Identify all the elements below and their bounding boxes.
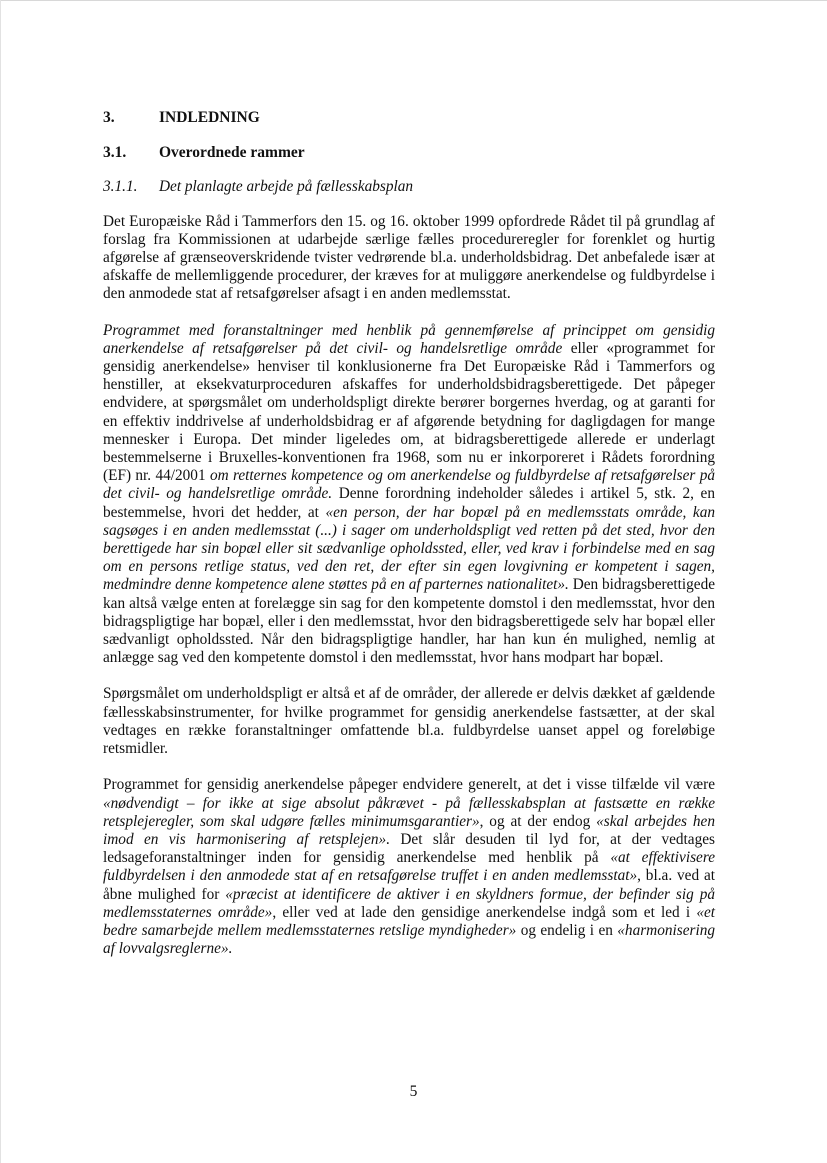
italic-text-run: «nødvendigt – for ikke at sige absolut påkrævet - på fællesskabsplan at fastsætte en række retsplejeregler, som skal udgøre fælles minimumsgarantier» bbox=[103, 794, 715, 830]
page-number: 5 bbox=[409, 1083, 418, 1100]
italic-text-run: «at effektivisere fuldbyrdelsen i den anmodede stat af en retsafgørelse truffet i en anden medlemsstat» bbox=[103, 849, 715, 885]
section-heading bbox=[103, 109, 715, 127]
body-text bbox=[103, 213, 715, 959]
text-run: og endelig i en bbox=[516, 921, 618, 939]
page-content bbox=[103, 109, 715, 976]
paragraph bbox=[103, 322, 715, 668]
paragraph bbox=[103, 685, 715, 758]
italic-text-run: «harmonisering af lovvalgsreglerne». bbox=[103, 921, 715, 958]
italic-text-run: «præcist at identificere de aktiver i en skyldners formue, der befinder sig på medlemsstaternes område» bbox=[103, 885, 715, 921]
text-run: , bl.a. ved at åbne mulighed for bbox=[103, 867, 715, 903]
text-run: Det Europæiske Råd i Tammerfors den 15. og 16. oktober 1999 opfordrede Rådet til på grundlag af forslag fra Kommissionen at udarbejde særlige fælles procedureregler for forenklet og hurtig afgørelse af grænseoverskridende tvister vedrørende bl.a. underholdsbidrag. Det anbefalede især at afskaffe de mellemliggende procedurer, der kræves for at muliggøre anerkendelse og fuldbyrdelse i den anmodede stat af retsafgørelser afsagt i en anden medlemsstat. bbox=[103, 212, 715, 303]
text-run: Spørgsmålet om underholdspligt er altså et af de områder, der allerede er delvis dækket af gældende fællesskabsinstrumenter, for hvilke programmet for gensidig anerkendelse fastsætter, at der skal vedtages en række foranstaltninger omfattende bl.a. fuldbyrdelse uanset appel og foreløbige retsmidler. bbox=[103, 685, 715, 758]
paragraph bbox=[103, 213, 715, 304]
text-run: Den bidragsberettigede kan altså vælge enten at forelægge sin sag for den kompetente domstol i den medlemsstat, hvor den bidragspligtige har bopæl, eller i den medlemsstat, hvor den bidragsberettigede selv har bopæl eller sædvanligt opholdssted. Når den bidragspligtige handler, har han kun én mulighed, nemlig at anlægge sag ved den kompetente domstol i den medlemsstat, hvor hans modpart har bopæl. bbox=[103, 576, 716, 667]
subsubsection-title: Det planlagte arbejde på fællesskabsplan bbox=[159, 178, 414, 196]
italic-text-run: «skal arbejdes hen imod en vis harmonisering af retsplejen». bbox=[103, 812, 715, 848]
scan-edge-left bbox=[0, 0, 1, 1163]
italic-text-run: «en person, der har bopæl på en medlemsstats område, kan sagsøges i en anden medlemsstat (...) i sager om underholdspligt ved retten på det sted, hvor den berettigede har sin bopæl eller sit sædvanlige opholdssted, eller, ved krav i forbindelse med en sag om en persons retlige status, ved den ret, der efter sin egen lovgivning er kompetent i sagen, medmindre denne kompetence alene støttes på en af parternes nationalitet». bbox=[103, 503, 715, 594]
text-run: Denne forordning indeholder således i artikel 5, stk. 2, en bestemmelse, hvori det hedder, at bbox=[103, 485, 715, 521]
text-run: Det slår desuden til lyd for, at der vedtages ledsageforanstaltninger inden for gensidig anerkendelse med henblik på bbox=[103, 830, 715, 867]
scan-edge-top bbox=[0, 0, 827, 1]
italic-text-run: om retternes kompetence og om anerkendelse og fuldbyrdelse af retsafgørelser på det civil- og handelsretlige område. bbox=[103, 467, 715, 503]
subsubsection-number: 3.1.1. bbox=[103, 178, 138, 196]
subsection-heading bbox=[103, 144, 715, 162]
paragraph bbox=[103, 776, 715, 958]
subsection-number: 3.1. bbox=[103, 144, 127, 162]
italic-text-run: «et bedre samarbejde mellem medlemsstaternes retslige myndigheder» bbox=[103, 903, 716, 939]
text-run: , og at der endog bbox=[479, 812, 597, 830]
section-title: INDLEDNING bbox=[159, 109, 260, 126]
text-run: Programmet for gensidig anerkendelse påpeger endvidere generelt, at det i visse tilfælde vil være bbox=[103, 776, 715, 794]
text-run: eller «programmet for gensidig anerkendelse» henviser til konklusionerne fra Det Europæiske Råd i Tammerfors og henstiller, at eksekvaturproceduren afskaffes for underholdsbidragsberettigede. Det påpeger endvidere, at spørgsmålet om underholdspligt direkte berører borgernes hverdag, og at garanti for en effektiv inddrivelse af underholdsbidrag er af afgørende betydning for dagligdagen for mange mennesker i Europa. Det minder ligeledes om, at bidragsberettigede allerede er underlagt bestemmelserne i Bruxelles-konventionen fra 1968, som nu er inkorporeret i Rådets forordning (EF) nr. 44/2001 bbox=[103, 339, 716, 485]
subsubsection-heading bbox=[103, 178, 715, 196]
italic-text-run: Programmet med foranstaltninger med henblik på gennemførelse af princippet om gensidig anerkendelse af retsafgørelser på det civil- og handelsretlige område bbox=[103, 321, 715, 357]
subsection-title: Overordnede rammer bbox=[159, 144, 305, 162]
text-run: , eller ved at lade den gensidige anerkendelse indgå som et led i bbox=[272, 903, 697, 921]
section-number: 3. bbox=[103, 109, 115, 126]
